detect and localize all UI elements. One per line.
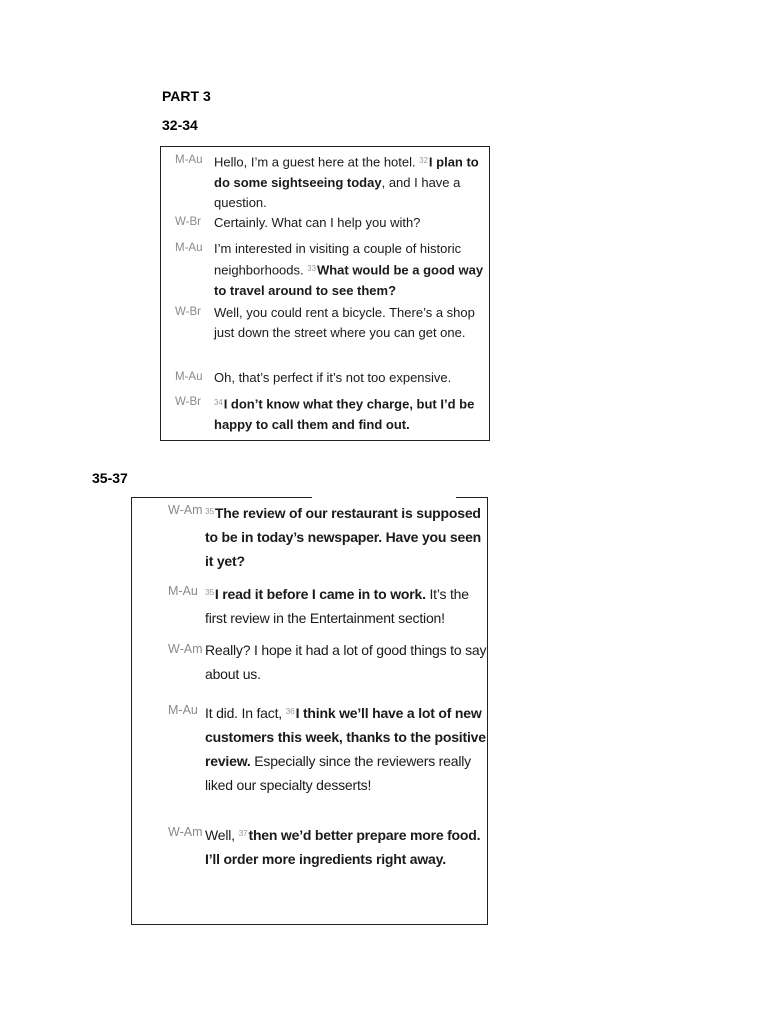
speaker-label: M-Au <box>168 584 198 598</box>
line-text-bold: I don’t know what they charge, but I’d be happy to call them and find out. <box>214 396 475 432</box>
line-text <box>205 699 487 797</box>
line-text <box>214 213 489 233</box>
speaker-label: M-Au <box>175 242 203 254</box>
line-text <box>205 580 487 630</box>
part-heading: PART 3 <box>162 88 211 104</box>
line-text-plain: Oh, that’s perfect if it’s not too expensive. <box>214 370 452 385</box>
line-text-plain: Certainly. What can I help you with? <box>214 215 421 230</box>
speaker-label: W-Am <box>168 642 203 656</box>
line-text-plain: Hello, I’m a guest here at the hotel. <box>214 154 420 170</box>
speaker-label: M-Au <box>175 154 203 166</box>
box-border-gap <box>312 493 456 501</box>
speaker-label: W-Br <box>175 216 201 228</box>
line-text-bold: I read it before I came in to work. <box>214 585 426 602</box>
line-text <box>214 151 489 213</box>
line-text <box>214 239 489 301</box>
line-text <box>214 393 489 435</box>
speaker-label: M-Au <box>168 703 198 717</box>
line-text-bold: What would be a good way to travel around to see them? <box>214 262 484 298</box>
transcript-box-32-34 <box>160 146 490 441</box>
speaker-label: W-Am <box>168 825 203 839</box>
speaker-label: W-Am <box>168 503 203 517</box>
line-text-plain: It’s the first review in the Entertainment section! <box>205 585 469 626</box>
speaker-label: M-Au <box>175 371 203 383</box>
section-label-35-37: 35-37 <box>92 470 128 486</box>
line-text-plain: , and I have a question. <box>214 174 461 210</box>
speaker-label: W-Br <box>175 306 201 318</box>
line-text-plain: I’m interested in visiting a couple of historic neighborhoods. <box>214 241 462 278</box>
line-text-bold: I plan to do some sightseeing today <box>214 154 479 190</box>
question-number: 36 <box>285 706 295 716</box>
question-number: 34 <box>214 398 223 407</box>
line-text <box>214 368 489 388</box>
question-number: 35 <box>205 587 214 597</box>
line-text-plain: Well, <box>205 826 239 843</box>
question-number: 37 <box>238 828 248 838</box>
question-number: 33 <box>307 264 316 273</box>
line-text-plain: Especially since the reviewers really liked our specialty desserts! <box>205 752 471 793</box>
line-text <box>205 821 487 871</box>
line-text-plain: Well, you could rent a bicycle. There’s a shop just down the street where you can get one. <box>214 305 475 340</box>
line-text <box>205 638 487 686</box>
question-number: 32 <box>419 156 428 165</box>
question-number: 35 <box>205 506 214 516</box>
line-text-bold: The review of our restaurant is supposed to be in today’s newspaper. Have you seen it yet? <box>205 504 482 569</box>
line-text-bold: then we’d better prepare more food. I’ll order more ingredients right away. <box>205 826 481 867</box>
line-text-plain: It did. In fact, <box>205 704 286 721</box>
speaker-label: W-Br <box>175 396 201 408</box>
line-text-bold: I think we’ll have a lot of new customers this week, thanks to the positive review. <box>205 704 486 769</box>
transcript-box-35-37 <box>131 497 488 925</box>
line-text <box>205 499 487 573</box>
section-label-32-34: 32-34 <box>162 117 198 133</box>
line-text <box>214 303 489 343</box>
line-text-plain: Really? I hope it had a lot of good things to say about us. <box>205 642 487 682</box>
